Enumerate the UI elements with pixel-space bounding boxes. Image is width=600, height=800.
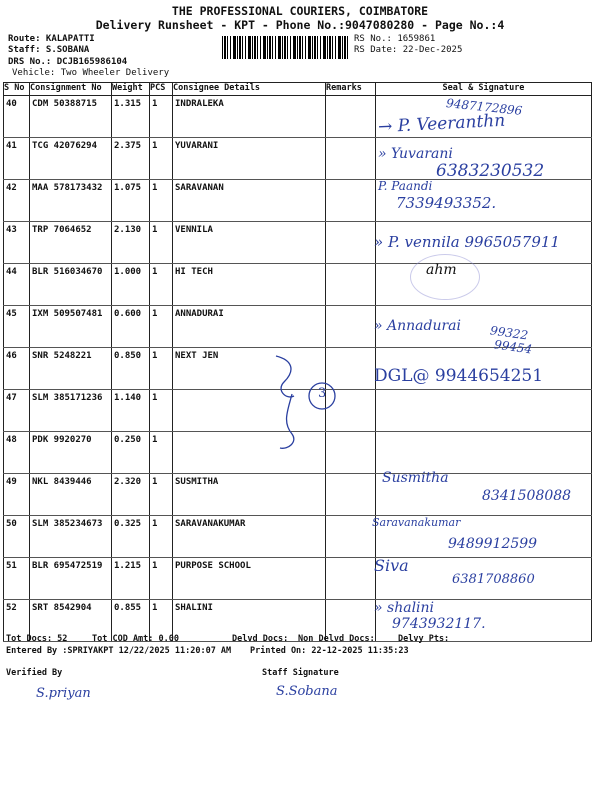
entered-by: Entered By :SPRIYAKPT 12/22/2025 11:20:07 AM [6,646,232,656]
row-pcs: 1 [152,477,158,487]
handwriting-circle-number: 3 [318,386,327,401]
row-consignment-no: TRP 7064652 [32,225,92,235]
rs-date: RS Date: 22-Dec-2025 [354,45,463,55]
row-consignee: HI TECH [175,267,213,277]
row-pcs: 1 [152,309,158,319]
route-label: Route: KALAPATTI [8,34,95,44]
handwriting-r40-phone: 9487172896 [445,96,523,118]
row-consignee: ANNADURAI [175,309,224,319]
row-pcs: 1 [152,351,158,361]
printed-on: Printed On: 22-12-2025 11:35:23 [250,646,409,656]
delivered-docs: Delvd Docs: [232,634,289,644]
row-sno: 50 [6,519,17,529]
col-remarks: Remarks [326,83,376,96]
row-remarks [326,558,376,600]
company-title: THE PROFESSIONAL COURIERS, COIMBATORE [171,4,429,18]
row-remarks [326,474,376,516]
handwriting-r50-phone: 9489912599 [448,536,538,552]
row-sno: 51 [6,561,17,571]
table-row [4,264,592,306]
handwriting-r52-phone: 9743932117. [392,616,486,632]
handwriting-r51-phone: 6381708860 [452,572,535,587]
row-consignee: NEXT JEN [175,351,219,361]
row-consignment-no: PDK 9920270 [32,435,92,445]
handwriting-r50-sign: Saravanakumar [372,516,461,529]
row-consignee: SARAVANAKUMAR [175,519,246,529]
non-delivered-docs: Non Delvd Docs: [298,634,375,644]
col-weight: Weight [112,83,150,96]
row-sno: 46 [6,351,17,361]
row-sno: 49 [6,477,17,487]
row-pcs: 1 [152,435,158,445]
row-consignee: VENNILA [175,225,213,235]
row-sno: 43 [6,225,17,235]
row-weight: 1.140 [114,393,142,403]
total-docs: Tot Docs: 52 [6,634,68,644]
verified-by-label: Verified By [6,668,63,678]
row-sno: 52 [6,603,17,613]
row-sno: 41 [6,141,17,151]
row-weight: 2.375 [114,141,142,151]
row-consignment-no: SLM 385234673 [32,519,103,529]
row-consignee: SARAVANAN [175,183,224,193]
row-weight: 0.325 [114,519,142,529]
staff-label: Staff: S.SOBANA [8,45,90,55]
row-pcs: 1 [152,603,158,613]
handwriting-r43-sign: » P. vennila 9965057911 [374,233,560,251]
row-consignee: SUSMITHA [175,477,219,487]
row-weight: 1.075 [114,183,142,193]
row-consignment-no: SRT 8542904 [32,603,92,613]
col-pcs: PCS [150,83,173,96]
vehicle-label: Vehicle: Two Wheeler Delivery [12,68,170,78]
handwriting-r44-sign: ahm [426,262,457,278]
handwriting-r51-sign: Siva [374,556,409,575]
handwriting-r49-phone: 8341508088 [482,488,572,504]
row-remarks [326,222,376,264]
handwriting-r45-phone-b: 99454 [493,337,533,357]
handwriting-r52-sign: » shalini [374,600,435,616]
handwriting-r42-sign: P. Paandi [378,179,433,193]
row-weight: 0.855 [114,603,142,613]
row-consignment-no: BLR 695472519 [32,561,103,571]
row-consignment-no: MAA 578173432 [32,183,103,193]
row-seal-signature [376,390,592,432]
row-sno: 44 [6,267,17,277]
row-seal-signature [376,432,592,474]
row-weight: 0.850 [114,351,142,361]
handwriting-r42-phone: 7339493352. [396,194,497,212]
delivery-points: Delvy Pts: [398,634,450,644]
runsheet-title: Delivery Runsheet - KPT - Phone No.:9047080280 - Page No.:4 [95,18,505,32]
row-weight: 0.600 [114,309,142,319]
row-remarks [326,306,376,348]
row-consignment-no: BLR 516034670 [32,267,103,277]
row-consignee: INDRALEKA [175,99,224,109]
row-seal-signature [376,264,592,306]
barcode [222,36,350,59]
drs-number: DRS No.: DCJB165986104 [8,57,128,67]
row-remarks [326,180,376,222]
col-sno: S No [4,83,30,96]
row-remarks [326,264,376,306]
row-weight: 1.215 [114,561,142,571]
row-weight: 0.250 [114,435,142,445]
row-weight: 2.320 [114,477,142,487]
handwriting-r45-sign: » Annadurai [374,318,462,334]
verified-signature: S.priyan [36,686,91,701]
table-header-row [4,83,592,96]
row-consignment-no: TCG 42076294 [32,141,98,151]
row-consignee: YUVARANI [175,141,219,151]
row-consignment-no: SNR 5248221 [32,351,92,361]
row-consignee: SHALINI [175,603,213,613]
row-consignment-no: CDM 50388715 [32,99,98,109]
handwritten-bracket-mark [262,350,342,455]
row-pcs: 1 [152,99,158,109]
row-pcs: 1 [152,561,158,571]
row-pcs: 1 [152,141,158,151]
row-consignment-no: NKL 8439446 [32,477,92,487]
handwriting-r40-sign: → P. Veeranthn [377,110,506,138]
row-remarks [326,96,376,138]
total-cod: Tot COD Amt: 0.00 [92,634,179,644]
row-consignment-no: SLM 385171236 [32,393,103,403]
row-sno: 42 [6,183,17,193]
row-sno: 45 [6,309,17,319]
row-pcs: 1 [152,225,158,235]
col-seal-signature: Seal & Signature [376,83,592,96]
row-pcs: 1 [152,519,158,529]
handwriting-r41-phone: 6383230532 [436,161,545,181]
row-weight: 2.130 [114,225,142,235]
row-weight: 1.315 [114,99,142,109]
row-pcs: 1 [152,393,158,403]
col-consignment: Consignment No [30,83,112,96]
staff-signature-label: Staff Signature [262,668,339,678]
table-row [4,180,592,222]
row-sno: 47 [6,393,17,403]
row-sno: 48 [6,435,17,445]
handwriting-r46-sign: DGL@ 9944654251 [374,366,544,386]
handwriting-r49-sign: Susmitha [382,470,449,486]
row-consignee: PURPOSE SCHOOL [175,561,251,571]
row-remarks [326,516,376,558]
handwriting-r45-phone-a: 99322 [489,323,529,343]
row-consignment-no: IXM 509507481 [32,309,103,319]
row-pcs: 1 [152,267,158,277]
staff-signature: S.Sobana [276,684,338,699]
row-weight: 1.000 [114,267,142,277]
col-consignee: Consignee Details [173,83,326,96]
row-pcs: 1 [152,183,158,193]
row-remarks [326,138,376,180]
row-sno: 40 [6,99,17,109]
handwriting-r41-sign: » Yuvarani [378,146,453,162]
rs-number: RS No.: 1659861 [354,34,436,44]
